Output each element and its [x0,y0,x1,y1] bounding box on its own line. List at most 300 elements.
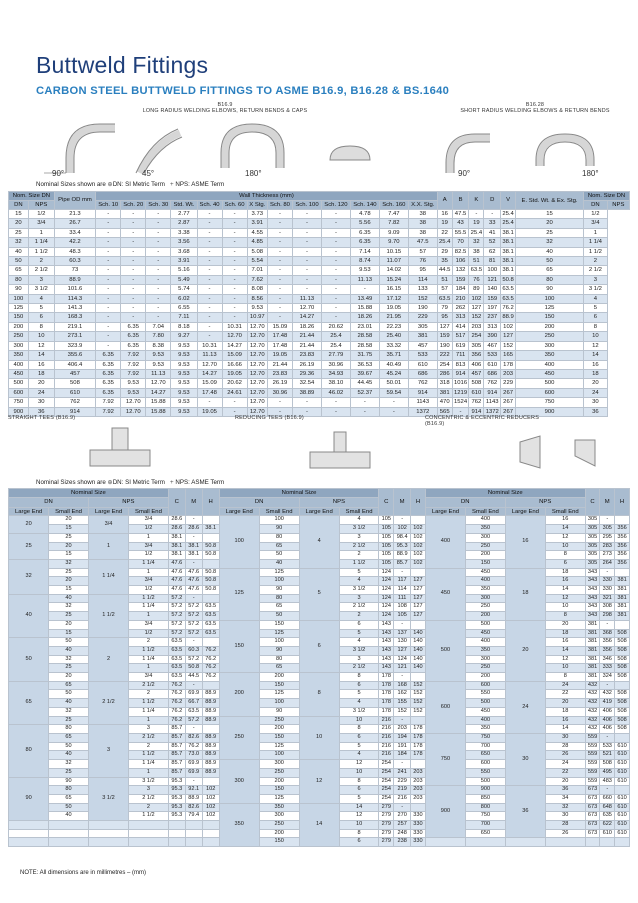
table-cell: 390 [484,332,501,341]
empty-cell [168,838,185,847]
table-cell: 19 [437,219,452,228]
th-wall-col: Sch. 120 [321,201,350,210]
table-cell: 38 [469,247,484,256]
table-cell: 34.93 [321,369,350,378]
h-value: 381 [615,594,630,603]
small-end-dn: 300 [466,594,506,603]
small-end-nps: 1 1/2 [129,699,169,708]
table-cell: 14.02 [379,266,408,275]
m-value: 76.2 [185,742,202,751]
small-end-nps: 10 [545,664,585,673]
table-cell: 3/4 [584,219,608,228]
empty-cell [88,821,128,830]
th-h: H [202,489,219,516]
small-end-dn: 400 [466,638,506,647]
small-end-nps: 24 [545,681,585,690]
small-end-dn: 600 [466,681,506,690]
table-cell: - [96,228,121,237]
table-cell: 101.6 [54,285,95,294]
table-cell: - [197,266,222,275]
empty-cell [425,838,465,847]
table-cell: 6.35 [96,360,121,369]
empty-cell [168,821,185,830]
c-value: 216 [379,725,394,734]
table-cell: 8 [584,322,608,331]
large-end-dn: 400 [425,516,465,568]
c-value: 305 [585,559,600,568]
table-cell: - [484,210,501,219]
small-end-nps: 4 [339,516,379,525]
reducing-tees-caption: REDUCING TEES (B16.9) [235,415,304,421]
table-cell: 12.70 [222,332,247,341]
table-cell: 114.3 [54,294,95,303]
table-cell: 229 [408,313,437,322]
table-row [9,285,630,294]
table-cell: 21.44 [267,360,292,369]
table-cell: 6.35 [121,322,146,331]
c-value: 432 [585,707,600,716]
h-value: 140 [411,629,426,638]
m-value: 28.6 [185,525,202,534]
small-end-dn: 450 [466,568,506,577]
reducer-diagram [520,436,595,468]
table-cell: 565 [437,407,452,416]
table-cell: 14.27 [197,369,222,378]
th-end: Large End [425,507,465,516]
c-value: 343 [585,612,600,621]
large-end-nps: 20 [505,620,545,681]
small-end-nps: 1 1/4 [129,707,169,716]
h-value [202,516,219,525]
th-nps: NPS [505,498,585,507]
large-end-nps: 2 [88,638,128,682]
h-value: 76.2 [202,673,219,682]
table-cell: - [146,266,171,275]
h-value: 102 [202,794,219,803]
large-end-nps: 1 [88,533,128,559]
c-value: 673 [585,821,600,830]
table-cell: 140 [484,285,501,294]
table-cell: - [146,275,171,284]
h-value [411,516,426,525]
small-end-dn: 32 [49,603,89,612]
small-end-dn: 250 [259,768,299,777]
table-cell: 159 [484,294,501,303]
large-end-nps: 3/4 [88,516,128,533]
table-cell: 55.5 [452,228,469,237]
table-cell: 619 [452,341,469,350]
m-value: - [394,516,411,525]
table-cell: 20 [28,379,54,388]
h-value: 127 [411,577,426,586]
small-end-nps: 1 1/2 [129,646,169,655]
table-cell: - [321,247,350,256]
dn-symbol-icon-2: ⊕ [107,479,113,486]
table-cell: - [267,398,292,407]
m-value: 124 [394,655,411,664]
c-value: 57.2 [168,620,185,629]
table-cell: 12.70 [247,332,267,341]
c-value: 381 [585,638,600,647]
small-end-dn: 90 [49,777,89,786]
table-cell: 203 [501,369,516,378]
h-value: 152 [411,699,426,708]
table-cell: 20 [584,379,608,388]
table-cell: 50.01 [379,379,408,388]
m-value: 257 [394,821,411,830]
table-cell: 8.56 [247,294,267,303]
small-end-dn: 20 [49,620,89,629]
table-cell: 190 [437,341,452,350]
empty-cell [202,829,219,838]
h-value: 610 [615,829,630,838]
h-value [202,533,219,542]
table-cell: 15.88 [146,407,171,416]
table-cell: - [321,257,350,266]
table-cell: - [267,275,292,284]
m-value: 38.1 [185,542,202,551]
small-end-dn: 100 [259,638,299,647]
small-end-dn: 500 [466,699,506,708]
m-value: 610 [600,829,615,838]
small-end-nps: 1 1/4 [129,760,169,769]
table-cell: - [293,219,322,228]
table-cell: - [321,407,350,416]
small-end-dn: 50 [49,638,89,647]
c-value: 105 [379,533,394,542]
table-cell: 250 [9,332,29,341]
m-value: 98.4 [394,533,411,542]
table-row [9,313,630,322]
table-cell: 152 [469,313,484,322]
m-value: 69.9 [185,760,202,769]
table-cell: 2 [28,257,54,266]
table-cell: 12.70 [247,341,267,350]
table-cell: - [96,285,121,294]
table-cell: - [321,219,350,228]
table-cell: 152 [408,294,437,303]
th-c: C [585,489,600,516]
h-value: 508 [615,699,630,708]
small-end-dn: 90 [259,646,299,655]
table-cell: 25 [9,228,29,237]
table-cell: 28.58 [350,341,379,350]
m-value: - [394,620,411,629]
h-value: 102 [202,812,219,821]
large-end-nps: 36 [505,786,545,838]
table-cell: - [321,398,350,407]
small-end-dn: 50 [49,690,89,699]
table-cell: 711 [452,351,469,360]
small-end-dn: 125 [259,629,299,638]
small-end-nps: 24 [545,760,585,769]
table-cell: - [197,304,222,313]
table-cell: 47.5 [452,210,469,219]
table-cell: 57 [437,285,452,294]
table-cell: - [197,257,222,266]
table-cell: - [197,398,222,407]
table-cell: - [267,257,292,266]
h-value: 88.9 [202,699,219,708]
table-cell: 125 [9,304,29,313]
table-cell: 267 [501,388,516,397]
m-value: 432 [600,690,615,699]
m-value: 57.2 [185,620,202,629]
th-e: E. Std. Wt. & Ex. Stg. [516,192,584,210]
table-cell: 457 [408,341,437,350]
table-cell: 467 [484,341,501,350]
c-value: 254 [379,777,394,786]
m-value: - [185,516,202,525]
table-cell: 18 [584,369,608,378]
th-dn: DN [9,498,89,507]
small-end-nps: 16 [545,577,585,586]
table-cell: 12.70 [121,407,146,416]
small-end-nps: 2 1/2 [339,664,379,673]
table-cell: 10 [28,332,54,341]
small-end-nps: 3/4 [129,620,169,629]
table-cell: 25.4 [502,220,514,227]
c-value: 85.7 [168,751,185,760]
table-cell: 21.95 [379,313,408,322]
table-cell: 38.1 [502,258,514,265]
m-value: 660 [600,794,615,803]
table-cell: 32 [9,238,29,247]
m-value: 184 [394,751,411,760]
small-end-dn: 80 [259,655,299,664]
h-value: 330 [411,812,426,821]
table-cell: 38.1 [502,248,514,255]
table-cell: 10.15 [379,247,408,256]
table-cell: 59.54 [379,388,408,397]
th-m: M [600,489,615,516]
small-end-dn: 125 [259,690,299,699]
m-value: 333 [600,664,615,673]
table-cell: 100 [484,266,501,275]
table-cell: 414 [452,322,469,331]
h-value [202,777,219,786]
table-cell: - [96,238,121,247]
small-end-nps: 2 1/2 [129,681,169,690]
table-cell: 470 [437,398,452,407]
small-end-dn: 450 [466,629,506,638]
c-value: 178 [379,673,394,682]
h-value: 102 [411,559,426,568]
table-cell: 25.40 [379,332,408,341]
table-cell: 15.09 [222,351,247,360]
small-end-dn: 750 [466,812,506,821]
small-end-dn: 200 [466,673,506,682]
c-value: 124 [379,568,394,577]
h-value: 610 [615,742,630,751]
c-value: 254 [379,786,394,795]
m-value: - [600,786,615,795]
table-cell: 63.5 [438,295,451,302]
label-180-short: 180° [582,169,599,178]
table-row [9,294,630,303]
c-value: 216 [379,733,394,742]
short-elbow-90-diagram [446,134,490,173]
m-value: 73.0 [185,751,202,760]
large-end-dn: 20 [9,516,49,533]
c-value: 85.7 [168,760,185,769]
table-cell: - [146,247,171,256]
m-value: 47.6 [185,577,202,586]
large-end-dn: 150 [219,620,259,672]
h-value: 88.9 [202,760,219,769]
small-end-nps: 18 [545,629,585,638]
large-end-nps: 2 1/2 [88,681,128,725]
small-end-nps: 3 1/2 [339,525,379,534]
h-value: 38.1 [202,525,219,534]
table-cell: 121 [484,275,501,284]
small-end-nps: 4 [339,577,379,586]
table-cell: - [469,210,484,219]
small-end-dn: 300 [259,812,299,821]
m-value: 419 [600,699,615,708]
table-cell: 197 [484,304,501,313]
right-caption [440,102,630,114]
small-end-nps: 3 1/2 [339,586,379,595]
table-cell: 50 [9,257,29,266]
th-a: A [437,192,452,210]
large-end-dn: 900 [425,786,465,838]
m-value: 330 [600,577,615,586]
legend-1-dn: DN: SI Metric Term [112,181,165,188]
table-cell: 16 [437,210,452,219]
table-cell: 210 [452,294,469,303]
table-cell: 300 [9,341,29,350]
c-value: 673 [585,829,600,838]
small-end-nps: 16 [545,638,585,647]
table-cell: 125 [516,304,584,313]
table-cell: 18 [28,369,54,378]
m-value: - [185,725,202,734]
c-value: 381 [585,646,600,655]
h-value [202,725,219,734]
m-value: 298 [600,612,615,621]
table-cell: - [222,257,247,266]
table-cell: 7.92 [121,369,146,378]
table-cell: 79 [437,304,452,313]
small-end-dn: 800 [466,803,506,812]
reducers-caption: CONCENTRIC & ECCENTRIC REDUCERS (B16.9) [425,415,540,427]
h-value [411,803,426,812]
small-end-dn: 100 [259,577,299,586]
table-cell: 39.67 [350,369,379,378]
table-cell: 9.27 [171,332,197,341]
table-cell: 14.27 [146,388,171,397]
table-cell: 313 [452,313,469,322]
table-cell: - [146,219,171,228]
c-value: 279 [379,821,394,830]
empty-cell [545,838,585,847]
table-cell: 35.71 [379,351,408,360]
table-cell: 450 [516,369,584,378]
small-end-dn: 40 [49,594,89,603]
c-value: 559 [585,768,600,777]
small-end-dn: 15 [49,551,89,560]
m-value: 219 [394,786,411,795]
small-end-nps: 1 [129,533,169,542]
m-value: 88.9 [394,551,411,560]
m-value: 82.6 [185,733,202,742]
table-cell: 610 [408,360,437,369]
m-value: - [600,516,615,525]
small-end-dn: 250 [466,664,506,673]
c-value: 673 [585,812,600,821]
small-end-dn: 15 [49,629,89,638]
small-end-dn: 350 [466,586,506,595]
table-cell: 2.87 [171,219,197,228]
table-cell: 100 [9,294,29,303]
table-cell: - [321,228,350,237]
small-end-dn: 650 [466,751,506,760]
table-cell: 4.85 [247,238,267,247]
h-value: 88.9 [202,751,219,760]
table-cell: 1016 [453,380,468,387]
small-end-dn: 20 [49,577,89,586]
table-cell: 9.53 [247,304,267,313]
table-cell: 152 [501,341,516,350]
table-cell: 50.8 [502,276,514,283]
table-cell: 2 1/2 [28,266,54,275]
table-cell: 813 [452,360,469,369]
table-cell: - [222,285,247,294]
table-cell: - [267,228,292,237]
small-end-nps: 3 [339,533,379,542]
table-cell: - [222,407,247,416]
table-cell: 5 [28,304,54,313]
large-end-nps: 4 [299,516,339,568]
table-cell: - [121,304,146,313]
h-value: 140 [411,655,426,664]
h-value: 203 [411,777,426,786]
m-value: - [185,594,202,603]
h-value: 50.8 [202,568,219,577]
large-end-dn: 80 [9,725,49,777]
table-cell: 406.4 [54,360,95,369]
table-cell: 127 [501,332,516,341]
c-value: 343 [585,577,600,586]
table-cell: 38.89 [293,388,322,397]
m-value: - [185,777,202,786]
table-cell: - [121,228,146,237]
th-b: B [452,192,469,210]
table-cell: 15.09 [197,379,222,388]
m-value: 57.2 [185,655,202,664]
c-value: 85.7 [168,768,185,777]
h-value: 610 [615,760,630,769]
small-end-nps: 2 [129,638,169,647]
small-end-dn: 65 [259,603,299,612]
small-end-dn: 200 [259,673,299,682]
th-d: D [484,192,501,210]
c-value: 305 [585,551,600,560]
table-cell: 40 [9,247,29,256]
small-end-nps: 8 [339,673,379,682]
h-value: 63.5 [202,620,219,629]
th-wall-col: Sch. 60 [222,201,247,210]
th-end: Small End [259,507,299,516]
small-end-nps: 8 [339,725,379,734]
th-end: Large End [88,507,128,516]
h-value: 203 [411,768,426,777]
table-cell: 8.38 [146,341,171,350]
small-end-dn: 200 [466,612,506,621]
c-value: 216 [379,716,394,725]
table-cell: 150 [9,313,29,322]
